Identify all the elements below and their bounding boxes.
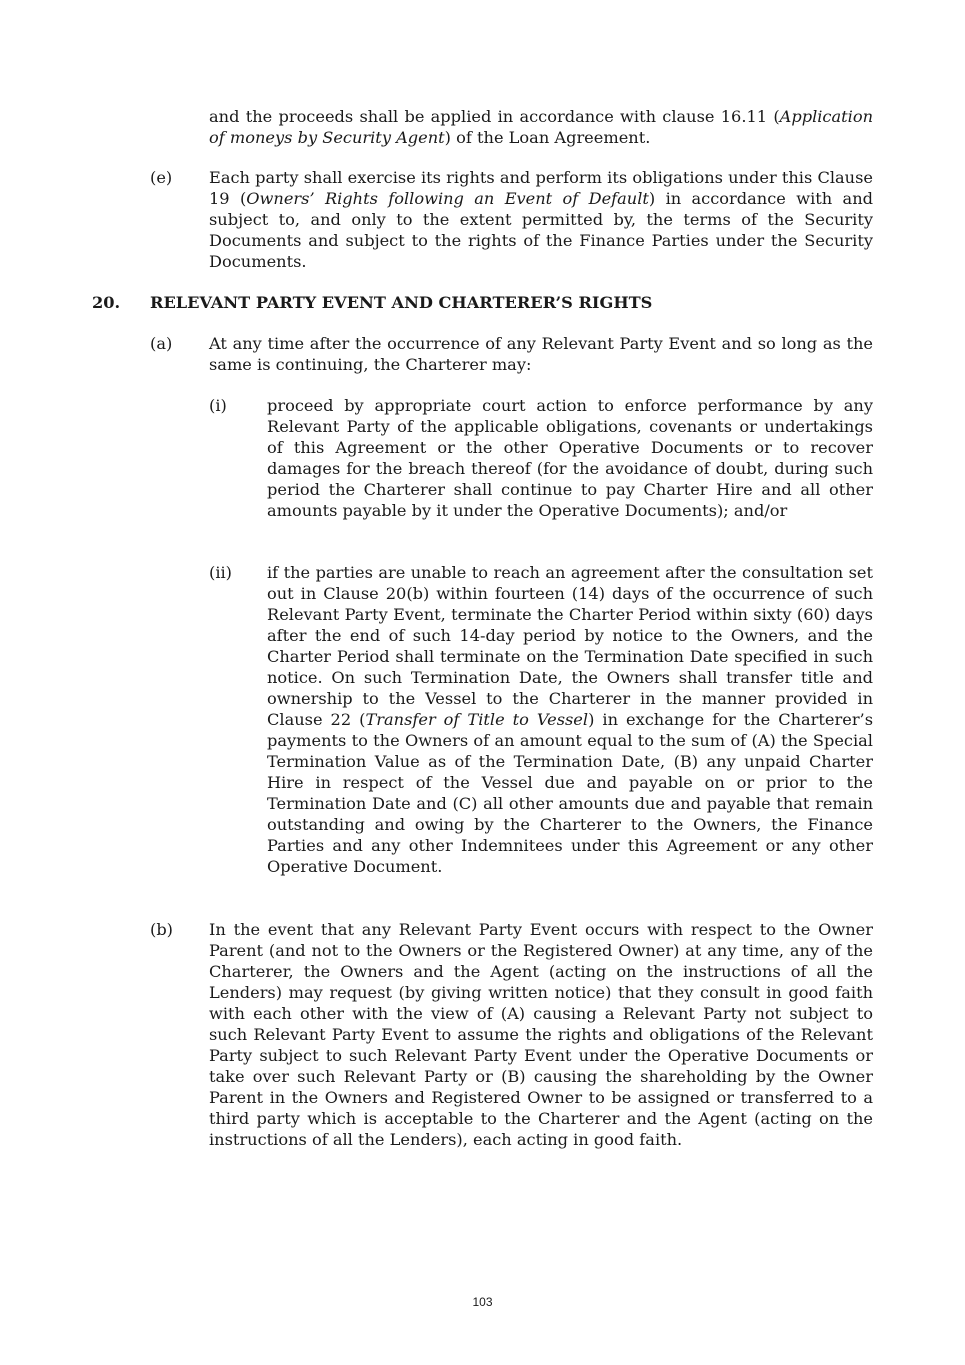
continuation-paragraph: and the proceeds shall be applied in accordance with clause 16.11 (Application of moneys by Security Agent) of the Loan Agreement. xyxy=(209,107,873,147)
subparagraph-label-i: (i) xyxy=(209,396,227,415)
paragraph-e: Each party shall exercise its rights and perform its obligations under this Clause 19 (Owners’ Rights following an Event of Default) in accordance with and subject to, and only to the extent permitted by, the terms of the Security Documents and subject to the rights of the Finance Parties under the Security Documents. xyxy=(209,168,873,271)
cross-reference: Application of moneys by Security Agent xyxy=(209,107,873,147)
subparagraph-ii: if the parties are unable to reach an agreement after the consultation set out in Clause 20(b) within fourteen (14) days of the occurrence of such Relevant Party Event, terminate the Charter Period within sixty (60) days after the end of such 14-day period by notice to the Owners, and the Charter Period shall terminate on the Termination Date specified in such notice. On such Termination Date, the Owners shall transfer title and ownership to the Vessel to the Charterer in the manner provided in Clause 22 (Transfer of Title to Vessel) in exchange for the Charterer’s payments to the Owners of an amount equal to the sum of (A) the Special Termination Value as of the Termination Date, (B) any unpaid Charter Hire in respect of the Vessel due and payable on or prior to the Termination Date and (C) all other amounts due and payable that remain outstanding and owing by the Charterer to the Owners, the Finance Parties and any other Indemnitees under this Agreement or any other Operative Document. xyxy=(267,563,874,876)
paragraph-label-e: (e) xyxy=(150,168,173,187)
clause-heading: RELEVANT PARTY EVENT AND CHARTERER’S RIGHTS xyxy=(150,293,653,312)
subparagraph-label-ii: (ii) xyxy=(209,563,232,582)
paragraph-label-a: (a) xyxy=(150,334,173,353)
paragraph-a: At any time after the occurrence of any Relevant Party Event and so long as the same is continuing, the Charterer may: xyxy=(209,334,873,374)
subparagraph-i: proceed by appropriate court action to enforce performance by any Relevant Party of the applicable obligations, covenants or undertakings of this Agreement or the other Operative Documents or to recover damages for the breach thereof (for the avoidance of doubt, during such period the Charterer shall continue to pay Charter Hire and all other amounts payable by it under the Operative Documents); and/or xyxy=(267,396,873,520)
cross-reference: Transfer of Title to Vessel xyxy=(365,710,589,729)
cross-reference: Owners’ Rights following an Event of Default xyxy=(246,189,649,208)
paragraph-label-b: (b) xyxy=(150,920,173,939)
page-number: 103 xyxy=(472,1295,493,1309)
clause-number: 20. xyxy=(92,293,121,312)
paragraph-b: In the event that any Relevant Party Event occurs with respect to the Owner Parent (and not to the Owners or the Registered Owner) at any time, any of the Charterer, the Owners and the Agent (acting on the instructions of all the Lenders) may request (by giving written notice) that they consult in good faith with each other with the view of (A) causing a Relevant Party not subject to such Relevant Party Event to assume the rights and obligations of the Relevant Party subject to such Relevant Party Event under the Operative Documents or take over such Relevant Party or (B) causing the shareholding by the Owner Parent in the Owners and Registered Owner to be assigned or transferred to a third party which is acceptable to the Charterer and the Agent (acting on the instructions of all the Lenders), each acting in good faith. xyxy=(209,920,873,1149)
